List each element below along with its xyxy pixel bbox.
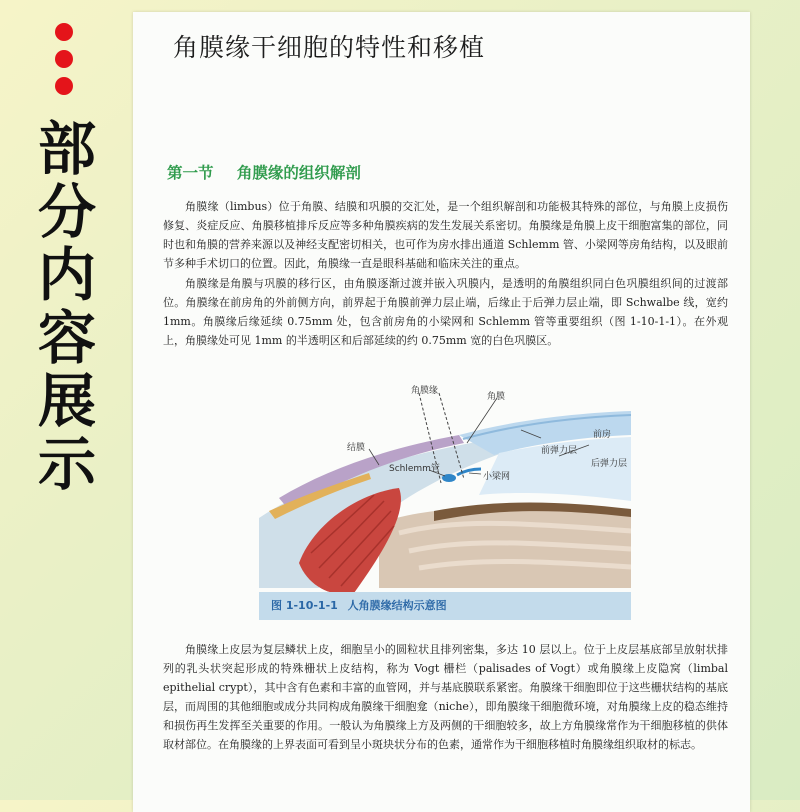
section-heading	[167, 161, 361, 183]
book-page	[133, 12, 750, 812]
red-dot	[55, 50, 73, 68]
promo-sidebar	[0, 0, 130, 800]
limbus-diagram	[259, 383, 631, 623]
figure-caption	[259, 592, 631, 620]
caption-number: 图 1-10-1-1	[271, 599, 338, 612]
paragraph-1: 角膜缘（limbus）位于角膜、结膜和巩膜的交汇处，是一个组织解剖和功能极其特殊的部位，与角膜上皮损伤修复、炎症反应、角膜移植排斥反应等多种角膜疾病的发生发展关系密切。角膜缘是角膜上皮干细胞富集的部位，同时也和角膜的营养来源以及神经支配密切相关，也可作为房水排出通道 Schlemm 管、小梁网等房角结构，以及眼前节多种手术切口的位置。因此，角膜缘一直是眼科基础和临床关注的重点。	[163, 200, 728, 270]
label-descemet-layer: 后弹力层	[591, 459, 628, 469]
label-bowman-layer: 前弹力层	[541, 446, 578, 456]
book-title: 角膜缘干细胞的特性和移植	[173, 33, 486, 62]
label-schlemm-canal: Schlemm管	[389, 464, 440, 474]
label-trabecular-meshwork: 小梁网	[483, 472, 511, 482]
section-title: 角膜缘的组织解剖	[236, 164, 361, 182]
label-cornea: 角膜	[487, 392, 506, 402]
label-anterior-chamber: 前房	[593, 430, 612, 440]
section-number: 第一节	[167, 164, 214, 182]
anatomy-figure	[259, 383, 631, 623]
red-dot	[55, 23, 73, 41]
caption-text: 人角膜缘结构示意图	[347, 599, 447, 612]
paragraph-3: 角膜缘上皮层为复层鳞状上皮，细胞呈小的圆粒状且排列密集，多达 10 层以上。位于上皮层基底部呈放射状排列的乳头状突起形成的特殊栅状上皮结构，称为 Vogt 栅栏（palisades of Vogt）或角膜缘上皮隐窝（limbal epithelial crypt），其中含有色素和丰富的血管网，并与基底膜联系紧密。角膜缘干细胞即位于这些栅状结构的基底层，而周围的其他细胞或成分共同构成角膜缘干细胞龛（niche），即角膜缘干细胞微环境，对角膜缘上皮的稳态维持和损伤再生发挥至关重要的作用。一般认为角膜缘上方及两侧的干细胞较多，故上方角膜缘常作为干细胞移植的供体取材部位。在角膜缘的上界表面可看到呈小斑块状分布的色素，通常作为干细胞移植时角膜缘组织取材的标志。	[163, 643, 728, 751]
paragraph-2: 角膜缘是角膜与巩膜的移行区，由角膜逐渐过渡并嵌入巩膜内，是透明的角膜组织同白色巩膜组织间的过渡部位。角膜缘在前房角的外前侧方向，前界起于角膜前弹力层止端，后缘止于后弹力层止端，即 Schwalbe 线，宽约 1mm。角膜缘后缘延续 0.75mm 处，包含前房角的小梁网和 Schlemm 管等重要组织（图 1-10-1-1）。在外观上，角膜缘处可见 1mm 的半透明区和后部延续的约 0.75mm 宽的白色巩膜区。	[163, 277, 728, 347]
label-conjunctiva: 结膜	[347, 443, 366, 453]
red-dot	[55, 77, 73, 95]
label-limbus: 角膜缘	[411, 386, 439, 396]
sidebar-title: 部 分 内 容 展 示	[37, 115, 96, 498]
